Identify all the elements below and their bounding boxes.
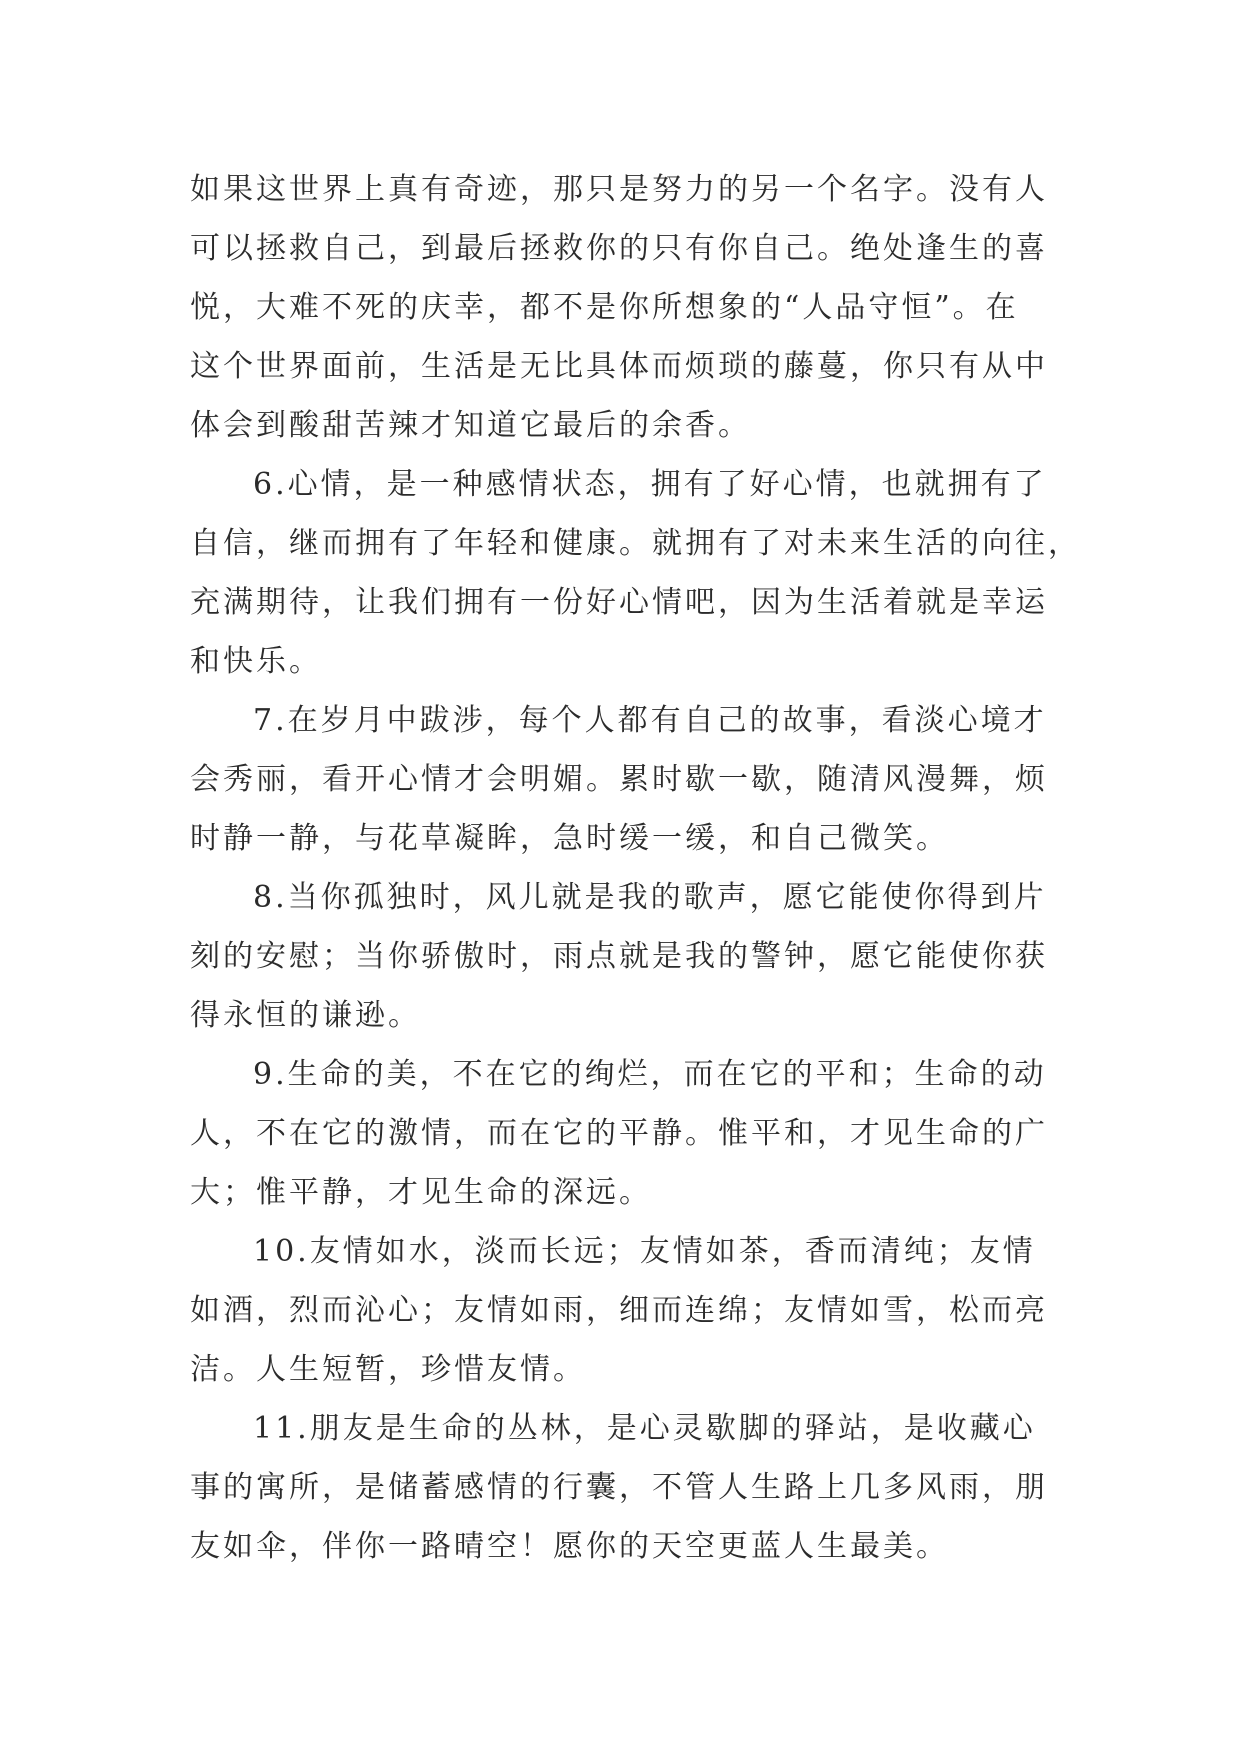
text-line: 自信，继而拥有了年轻和健康。就拥有了对未来生活的向往， xyxy=(190,526,1081,561)
text-line: 刻的安慰；当你骄傲时，雨点就是我的警钟，愿它能使你获 xyxy=(190,939,1048,974)
text-line: 如果这世界上真有奇迹，那只是努力的另一个名字。没有人 xyxy=(190,172,1048,207)
text-line: 友如伞，伴你一路晴空！愿你的天空更蓝人生最美。 xyxy=(190,1529,949,1564)
paragraph-11-first-line: 11.朋友是生命的丛林，是心灵歇脚的驿站，是收藏心 xyxy=(253,1411,1036,1446)
text-line: 充满期待，让我们拥有一份好心情吧，因为生活着就是幸运 xyxy=(190,585,1048,620)
text-line: 大；惟平静，才见生命的深远。 xyxy=(190,1175,652,1210)
text-line: 时静一静，与花草凝眸，急时缓一缓，和自己微笑。 xyxy=(190,821,949,856)
text-line: 悦，大难不死的庆幸，都不是你所想象的“人品守恒”。在 xyxy=(190,290,1019,325)
paragraph-9-first-line: 9.生命的美，不在它的绚烂，而在它的平和；生命的动 xyxy=(253,1057,1047,1092)
text-line: 可以拯救自己，到最后拯救你的只有你自己。绝处逢生的喜 xyxy=(190,231,1048,266)
text-line: 事的寓所，是储蓄感情的行囊，不管人生路上几多风雨，朋 xyxy=(190,1470,1048,1505)
paragraph-8-first-line: 8.当你孤独时，风儿就是我的歌声，愿它能使你得到片 xyxy=(253,880,1047,915)
text-line: 和快乐。 xyxy=(190,644,322,679)
text-line: 体会到酸甜苦辣才知道它最后的余香。 xyxy=(190,408,751,443)
text-line: 会秀丽，看开心情才会明媚。累时歇一歇，随清风漫舞，烦 xyxy=(190,762,1048,797)
text-line: 得永恒的谦逊。 xyxy=(190,998,421,1033)
text-line: 人，不在它的激情，而在它的平静。惟平和，才见生命的广 xyxy=(190,1116,1048,1151)
paragraph-6-first-line: 6.心情，是一种感情状态，拥有了好心情，也就拥有了 xyxy=(253,467,1047,502)
paragraph-10-first-line: 10.友情如水，淡而长远；友情如茶，香而清纯；友情 xyxy=(253,1234,1036,1269)
document-body xyxy=(190,160,1081,1576)
paragraph-7-first-line: 7.在岁月中跋涉，每个人都有自己的故事，看淡心境才 xyxy=(253,703,1047,738)
text-line: 洁。人生短暂，珍惜友情。 xyxy=(190,1352,586,1387)
text-line: 这个世界面前，生活是无比具体而烦琐的藤蔓，你只有从中 xyxy=(190,349,1048,384)
text-line: 如酒，烈而沁心；友情如雨，细而连绵；友情如雪，松而亮 xyxy=(190,1293,1048,1328)
